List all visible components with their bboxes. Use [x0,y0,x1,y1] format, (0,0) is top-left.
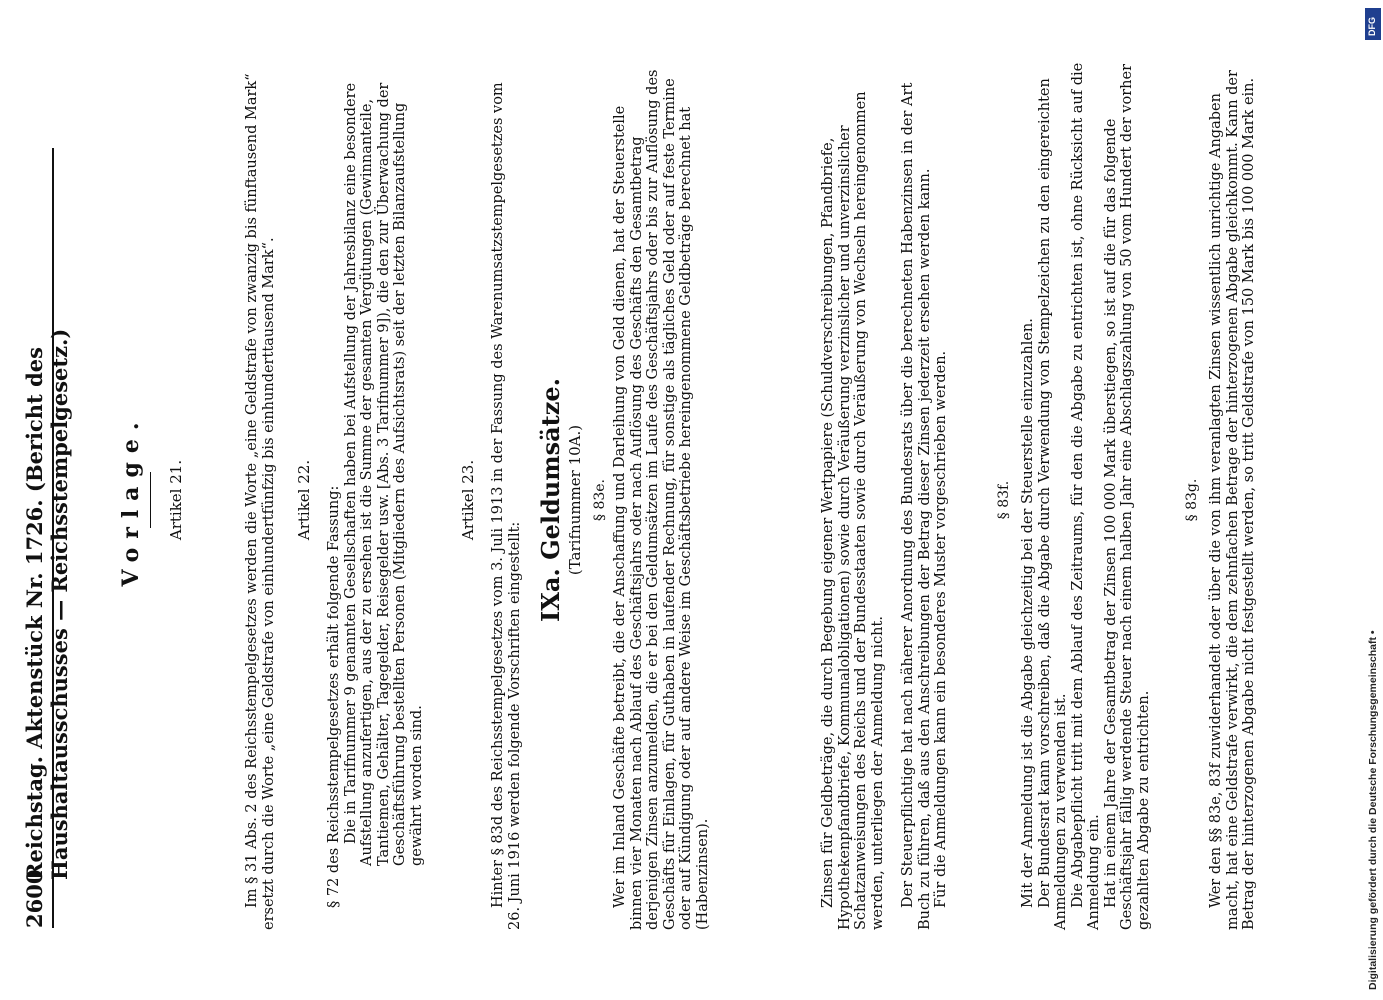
artikel-22-title: Artikel 22. [295,459,313,541]
dfg-logo-text: DFG [1367,17,1377,36]
artikel-21-text [244,60,277,930]
paragraph-83e-sign: § 83e. [592,479,608,521]
paragraph-83e-continued [820,60,950,930]
artikel-22-paragraph: Die in Tarifnummer 9 genannten Gesellschaften haben bei Aufstellung der Jahresbilanz eine besondere Aufstellung anzufertigen, aus der zu ersehen ist die Summe der gesamten Vergütungen (Gewinnanteile, Tantiemen, Gehälter, Tagegelder, Reisegelder usw. [Abs. 3 Tarifnummer 9]), die den zur Überwachung der Geschäftsführung bestellten Personen (Mitgliedern des Aufsichtsrats) seit der letzten Bilanzaufstellung gewährt worden sind. [342,82,425,866]
paragraph-83e-text-2: Zinsen für Geldbeträge, die durch Begebung eigener Wertpapiere (Schuldverschreibungen, Pfandbriefe, Hypothekenpfandbriefe, Kommunalobligationen) sowie durch Veräußerung verzinslicher und unverzinslicher Schatzanweisungen des Reichs und der Bundesstaaten sowie durch Veräußerung von Wechseln hereingenommen werden, unterliegen der Anmeldung nicht. [820,91,886,930]
section-title: IXa. Geldumsätze. [536,377,565,623]
paragraph-83e-text-3: Der Steuerpflichtige hat nach näherer Anordnung des Bundesrats über die berechneten Habenzinsen in der Art Buch zu führen, daß aus den Anschreibungen der Betrag dieser Zinsen jederzeit ersehen werden kann. [900,82,933,930]
artikel-23-paragraph: Hinter § 83d des Reichsstempelgesetzes vom 3. Juli 1913 in der Fassung des Warenumsatzstempelgesetzes vom 26. Juni 1916 werden folgende Vorschriften eingestellt: [490,82,523,930]
credit-text: Digitalisierung gefördert durch die Deutsche Forschungsgemeinschaft • [1367,630,1379,990]
dfg-logo [1365,8,1381,40]
running-header [12,148,72,928]
paragraph-83e-text-4: Für die Anmeldungen kann ein besonderes Muster vorgeschrieben werden. [933,350,949,908]
vorlage-heading: Vorlage. [118,413,144,587]
artikel-23-title: Artikel 23. [459,459,477,541]
running-title: Reichstag. Aktenstück Nr. 1726. (Bericht des Haushaltausschusses — Reichsstempelgesetz.) [22,328,72,880]
paragraph-83f [1020,60,1152,930]
digitization-credit [1363,10,1383,990]
divider-rule [150,472,151,528]
paragraph-83f-text-4: Hat in einem Jahre der Gesamtbetrag der Zinsen 100 000 Mark überstiegen, so ist auf die für das folgende Geschäftsjahr fällig werdende Steuer nach einem halben Jahr eine Abschlagszahlung von 50 vom Hundert der vorher gezahlten Abgabe zu entrichten. [1102,64,1152,930]
artikel-22-text [326,60,425,930]
paragraph-83f-text-3: Die Abgabepflicht tritt mit dem Ablauf des Zeitraums, für den die Abgabe zu entrichten ist, ohne Rücksicht auf die Anmeldung ein. [1069,62,1102,930]
artikel-23-text [490,60,523,930]
artikel-21-paragraph: Im § 31 Abs. 2 des Reichsstempelgesetzes werden die Worte „eine Geldstrafe von zwanzig bis fünftausend Mark“ ersetzt durch die Worte „eine Geldstrafe von einhundertfünfzig bis einhunderttausend Mark“. [244,73,277,930]
paragraph-83g-text-1: Wer den §§ 83e, 83f zuwiderhandelt oder über die von ihm veranlagten Zinsen wissentlich unrichtige Angaben macht, hat eine Geldstrafe verwirkt, die dem zehnfachen Betrage der hinterzogenen Abgabe gleichkommt. Kann der Betrag der hinterzogenen Abgabe nicht festgestellt werden, so tritt Geldstrafe von 150 Mark bis 100 000 Mark ein. [1208,70,1257,930]
paragraph-83f-text-2: Der Bundesrat kann vorschreiben, daß die Abgabe durch Verwendung von Stempelzeichen zu den eingereichten Anmeldungen zu verwenden ist. [1036,78,1069,930]
artikel-21-title: Artikel 21. [167,459,185,541]
page-number: 2600 [22,869,47,928]
paragraph-83e [612,60,711,930]
paragraph-83g-sign: § 83g. [1184,478,1200,522]
paragraph-83g [1208,60,1258,930]
section-subtitle: (Tarifnummer 10A.) [566,424,584,576]
paragraph-83f-text-1: Mit der Anmeldung ist die Abgabe gleichzeitig bei der Steuerstelle einzuzahlen. [1020,318,1036,908]
artikel-22-intro: § 72 des Reichsstempelgesetzes erhält folgende Fassung: [326,485,342,908]
paragraph-83f-sign: § 83f. [996,480,1012,520]
paragraph-83e-text-1: Wer im Inland Geschäfte betreibt, die der Anschaffung und Darleihung von Geld dienen, hat der Steuerstelle binnen vier Monaten nach Ablauf des Geschäftsjahrs oder nach Auflösung des Geschäfts den Gesamtbetrag derjenigen Zinsen anzumelden, die er bei den Geldumsätzen im Laufe des Geschäftsjahrs oder bis zur Auflösung des Geschäfts für Einlagen, für Guthaben in laufender Rechnung, für sonstige als tägliches Geld oder auf feste Termine oder auf Kündigung oder auf andere Weise im Geschäftsbetriebe hereingenommene Geldbeträge berechnet hat (Habenzinsen). [612,69,711,930]
